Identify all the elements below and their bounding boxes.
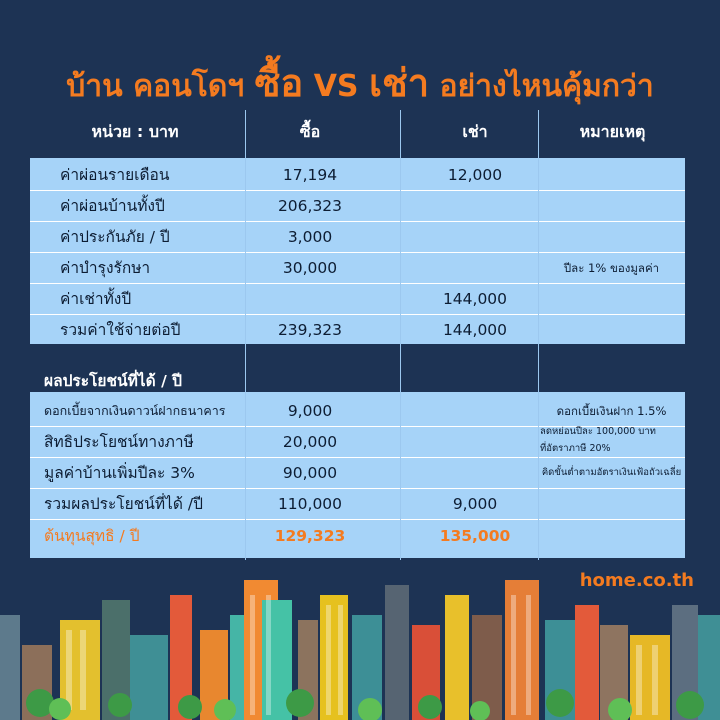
buy-value: 3,000 bbox=[287, 228, 333, 246]
note-value: ลดหย่อนปีละ 100,000 บาท bbox=[540, 426, 656, 437]
divider bbox=[30, 519, 685, 520]
title-part2: อย่างไหนคุ้มกว่า bbox=[439, 69, 654, 104]
row-label: ต้นทุนสุทธิ / ปี bbox=[44, 527, 140, 545]
rent-value: 9,000 bbox=[452, 495, 498, 513]
buy-value: 110,000 bbox=[277, 495, 343, 513]
buy-value: 90,000 bbox=[282, 464, 338, 482]
note-value: ที่อัตราภาษี 20% bbox=[540, 443, 611, 454]
note-value: ดอกเบี้ยเงินฝาก 1.5% bbox=[556, 404, 667, 418]
buy-value: 129,323 bbox=[274, 527, 346, 545]
buy-value: 239,323 bbox=[277, 321, 343, 339]
table-row bbox=[30, 222, 685, 252]
rent-value: 144,000 bbox=[442, 321, 508, 339]
header-note: หมายเหตุ bbox=[579, 122, 646, 141]
column-divider bbox=[245, 110, 246, 560]
row-label: รวมผลประโยชน์ที่ได้ /ปี bbox=[44, 495, 203, 513]
row-label: ค่าประกันภัย / ปี bbox=[60, 228, 170, 246]
table-row bbox=[30, 489, 685, 519]
row-label: มูลค่าบ้านเพิ่มปีละ 3% bbox=[44, 464, 195, 482]
row-label: ดอกเบี้ยจากเงินดาวน์ฝากธนาคาร bbox=[44, 403, 226, 418]
net-cost-row bbox=[30, 521, 685, 551]
header-buy: ซื้อ bbox=[299, 122, 321, 141]
buy-value: 17,194 bbox=[282, 166, 338, 184]
rent-value: 12,000 bbox=[447, 166, 503, 184]
buy-value: 30,000 bbox=[282, 259, 338, 277]
title-part1: บ้าน คอนโดฯ bbox=[66, 69, 245, 104]
buy-value: 206,323 bbox=[277, 197, 343, 215]
row-label: ค่าผ่อนบ้านทั้งปี bbox=[60, 197, 165, 215]
title-rent: เช่า bbox=[368, 61, 430, 105]
rent-value: 144,000 bbox=[442, 290, 508, 308]
brand-logo-text: home.co.th bbox=[579, 570, 694, 591]
city-skyline-illustration bbox=[0, 575, 720, 720]
table-row bbox=[30, 191, 685, 221]
table-row bbox=[30, 253, 685, 283]
benefits-heading: ผลประโยชน์ที่ได้ / ปี bbox=[44, 372, 182, 390]
buy-value: 20,000 bbox=[282, 433, 338, 451]
table-row bbox=[30, 315, 685, 345]
row-label: ค่าเช่าทั้งปี bbox=[60, 290, 132, 308]
table-row bbox=[30, 160, 685, 190]
row-label: รวมค่าใช้จ่ายต่อปี bbox=[60, 321, 181, 339]
rent-value: 135,000 bbox=[439, 527, 511, 545]
column-divider bbox=[400, 110, 401, 560]
header-unit: หน่วย : บาท bbox=[91, 122, 179, 141]
title-buy: ซื้อ bbox=[254, 61, 304, 105]
row-label: ค่าบำรุงรักษา bbox=[60, 259, 151, 277]
table-row bbox=[30, 458, 685, 488]
note-value: ปีละ 1% ของมูลค่า bbox=[563, 261, 660, 275]
row-label: ค่าผ่อนรายเดือน bbox=[60, 166, 170, 184]
column-divider bbox=[538, 110, 539, 560]
buy-value: 9,000 bbox=[287, 402, 333, 420]
note-value: คิดขั้นต่ำตามอัตราเงินเฟ้อถัวเฉลี่ย bbox=[541, 467, 682, 478]
header-rent: เช่า bbox=[462, 122, 488, 141]
table-row bbox=[30, 284, 685, 314]
table-row bbox=[30, 396, 685, 426]
title-vs: VS bbox=[313, 69, 359, 104]
row-label: สิทธิประโยชน์ทางภาษี bbox=[44, 433, 194, 451]
